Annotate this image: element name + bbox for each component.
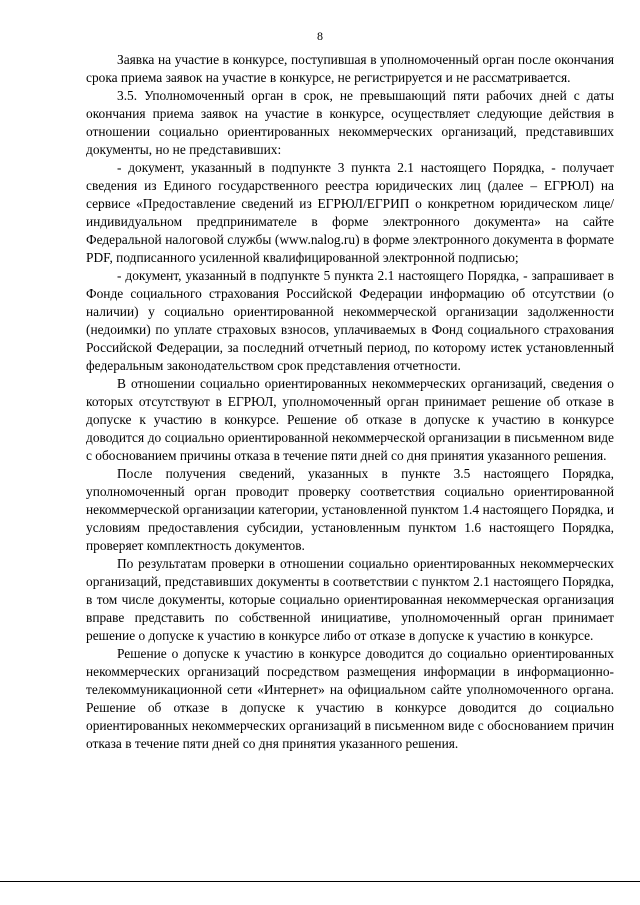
page-number: 8	[317, 29, 323, 43]
paragraph-late-applications: Заявка на участие в конкурсе, поступившая в уполномоченный орган после окончания срока приема заявок на участие в конкурсе, не регистрируется и не рассматривается.	[86, 52, 614, 85]
paragraph-refusal-missing-egrul: В отношении социально ориентированных некоммерческих организаций, сведения о которых отсутствуют в ЕГРЮЛ, уполномоченный орган принимает решение об отказе в допуске к участию в конкурсе. Решение об отказе в допуске к участию в конкурсе доводится до социально ориентированной некоммерческой организации в письменном виде с обоснованием причины отказа в течение пяти дней со дня принятия указанного решения.	[86, 376, 614, 463]
document-body	[86, 51, 614, 753]
paragraph-compliance-check: После получения сведений, указанных в пункте 3.5 настоящего Порядка, уполномоченный орган проводит проверку соответствия социально ориентированной некоммерческой организации категории, установленной пунктом 1.4 настоящего Порядка, и условиям предоставления субсидии, установленным пунктом 1.6 настоящего Порядка, проверяет комплектность документов.	[86, 466, 614, 553]
footer-rule	[0, 881, 640, 882]
paragraph-egrul-request: - документ, указанный в подпункте 3 пункта 2.1 настоящего Порядка, - получает сведения из Единого государственного реестра юридических лиц (далее – ЕГРЮЛ) на сервисе «Предоставление сведений из ЕГРЮЛ/ЕГРИП о конкретном юридическом лице/индивидуальном предпринимателе в форме электронного документа» на сайте Федеральной налоговой службы (www.nalog.ru) в форме электронного документа в формате PDF, подписанного усиленной квалифицированной электронной подписью;	[86, 160, 614, 265]
paragraph-3-5-intro: 3.5. Уполномоченный орган в срок, не превышающий пяти рабочих дней с даты окончания приема заявок на участие в конкурсе, осуществляет следующие действия в отношении социально ориентированных некоммерческих организаций, представивших документы, но не представивших:	[86, 88, 614, 157]
paragraph-admission-decision: По результатам проверки в отношении социально ориентированных некоммерческих организаций, представивших документы в соответствии с пунктом 2.1 настоящего Порядка, в том числе документы, которые социально ориентированная некоммерческая организация вправе представить по собственной инициативе, уполномоченный орган принимает решение о допуске к участию в конкурсе либо от отказе в допуске к участию в конкурсе.	[86, 556, 614, 643]
paragraph-fss-request: - документ, указанный в подпункте 5 пункта 2.1 настоящего Порядка, - запрашивает в Фонде социального страхования Российской Федерации информацию об отсутствии (о наличии) у социально ориентированной некоммерческой организации задолженности (недоимки) по уплате страховых взносов, уплачиваемых в Фонд социального страхования Российской Федерации, за последний отчетный период, по которому истек установленный федеральным законодательством срок представления отчетности.	[86, 268, 614, 373]
paragraph-decision-notification: Решение о допуске к участию в конкурсе доводится до социально ориентированных некоммерческих организаций посредством размещения информации в информационно-телекоммуникационной сети «Интернет» на официальном сайте уполномоченного органа. Решение об отказе в допуске к участию в конкурсе доводится до социально ориентированных некоммерческих организаций в письменном виде с обоснованием причин отказа в течение пяти дней со дня принятия указанного решения.	[86, 646, 614, 751]
